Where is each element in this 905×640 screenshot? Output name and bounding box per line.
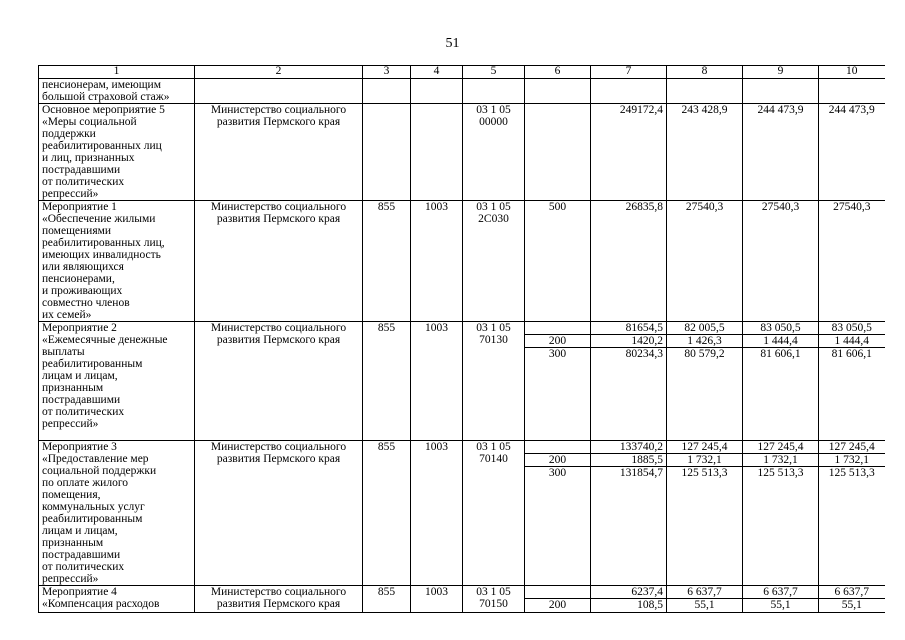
subsection-cell: 1003 [411, 201, 463, 322]
value-col8: 80 579,2 [667, 348, 743, 441]
row-name-cell: Основное мероприятие 5 «Меры социальной поддержки реабилитированных лиц и лиц, признанных пострадавшими от политических репрессий» [39, 104, 195, 201]
empty-cell [363, 79, 411, 104]
row-name-cell: Мероприятие 2 «Ежемесячные денежные выплаты реабилитированным лицам и лицам, признанным пострадавшими от политических репрессий» [39, 322, 195, 441]
budget-table [38, 65, 885, 613]
section-cell: 855 [363, 322, 411, 441]
value-col8: 1 732,1 [667, 454, 743, 467]
ministry-cell: Министерство социального развития Пермского края [195, 104, 363, 201]
value-col8: 1 426,3 [667, 335, 743, 348]
expense-type-cell: 200 [525, 599, 591, 613]
ministry-cell: Министерство социального развития Пермского края [195, 322, 363, 441]
value-col10: 81 606,1 [819, 348, 885, 441]
column-header: 1 [39, 66, 195, 79]
value-col10: 1 444,4 [819, 335, 885, 348]
value-col8: 55,1 [667, 599, 743, 613]
table-row [39, 586, 885, 599]
expense-type-cell: 300 [525, 467, 591, 586]
value-col9: 125 513,3 [743, 467, 819, 586]
column-header: 3 [363, 66, 411, 79]
empty-cell [463, 79, 525, 104]
column-header: 8 [667, 66, 743, 79]
row-name-cell: Мероприятие 4 «Компенсация расходов [39, 586, 195, 613]
value-col9: 27540,3 [743, 201, 819, 322]
target-code-cell: 03 1 05 70140 [463, 441, 525, 586]
column-header: 6 [525, 66, 591, 79]
value-col10: 83 050,5 [819, 322, 885, 335]
row-name-cell: Мероприятие 1 «Обеспечение жилыми помещениями реабилитированных лиц, имеющих инвалидность или являющихся пенсионерами, и проживающих совместно членов их семей» [39, 201, 195, 322]
column-header: 2 [195, 66, 363, 79]
row-name-cell: пенсионерам, имеющим большой страховой стаж» [39, 79, 195, 104]
value-col7: 81654,5 [591, 322, 667, 335]
value-col10: 55,1 [819, 599, 885, 613]
value-col9: 244 473,9 [743, 104, 819, 201]
value-col10: 244 473,9 [819, 104, 885, 201]
value-col7: 131854,7 [591, 467, 667, 586]
column-header: 5 [463, 66, 525, 79]
table-row [39, 104, 885, 201]
value-col9: 127 245,4 [743, 441, 819, 454]
column-header: 4 [411, 66, 463, 79]
value-col10: 125 513,3 [819, 467, 885, 586]
expense-type-cell [525, 322, 591, 335]
section-cell: 855 [363, 441, 411, 586]
value-col7: 249172,4 [591, 104, 667, 201]
section-cell: 855 [363, 201, 411, 322]
subsection-cell: 1003 [411, 441, 463, 586]
value-col8: 127 245,4 [667, 441, 743, 454]
ministry-cell: Министерство социального развития Пермского края [195, 586, 363, 613]
value-col10: 1 732,1 [819, 454, 885, 467]
value-col8: 27540,3 [667, 201, 743, 322]
ministry-cell: Министерство социального развития Пермского края [195, 441, 363, 586]
ministry-cell: Министерство социального развития Пермского края [195, 201, 363, 322]
target-code-cell: 03 1 05 2С030 [463, 201, 525, 322]
empty-cell [667, 79, 743, 104]
empty-cell [525, 79, 591, 104]
value-col7: 1420,2 [591, 335, 667, 348]
value-col10: 27540,3 [819, 201, 885, 322]
subsection-cell: 1003 [411, 586, 463, 613]
value-col8: 82 005,5 [667, 322, 743, 335]
expense-type-cell: 300 [525, 348, 591, 441]
row-name-cell: Мероприятие 3 «Предоставление мер социальной поддержки по оплате жилого помещения, коммунальных услуг реабилитированным лицам и лицам, признанным пострадавшими от политических репрессий» [39, 441, 195, 586]
target-code-cell: 03 1 05 00000 [463, 104, 525, 201]
value-col9: 1 444,4 [743, 335, 819, 348]
value-col7: 80234,3 [591, 348, 667, 441]
empty-cell [819, 79, 885, 104]
value-col10: 6 637,7 [819, 586, 885, 599]
expense-type-cell: 200 [525, 335, 591, 348]
subsection-cell: 1003 [411, 322, 463, 441]
value-col7: 26835,8 [591, 201, 667, 322]
table-row [39, 201, 885, 322]
empty-cell [743, 79, 819, 104]
value-col8: 6 637,7 [667, 586, 743, 599]
page-number: 51 [445, 36, 460, 51]
table-row [39, 322, 885, 335]
value-col7: 108,5 [591, 599, 667, 613]
empty-cell [195, 79, 363, 104]
value-col9: 6 637,7 [743, 586, 819, 599]
table-row [39, 441, 885, 454]
value-col9: 55,1 [743, 599, 819, 613]
value-col9: 81 606,1 [743, 348, 819, 441]
value-col7: 133740,2 [591, 441, 667, 454]
value-col7: 6237,4 [591, 586, 667, 599]
expense-type-cell [525, 104, 591, 201]
empty-cell [411, 79, 463, 104]
section-cell [363, 104, 411, 201]
expense-type-cell: 500 [525, 201, 591, 322]
value-col7: 1885,5 [591, 454, 667, 467]
target-code-cell: 03 1 05 70130 [463, 322, 525, 441]
value-col9: 83 050,5 [743, 322, 819, 335]
column-header: 9 [743, 66, 819, 79]
expense-type-cell [525, 586, 591, 599]
target-code-cell: 03 1 05 70150 [463, 586, 525, 613]
value-col9: 1 732,1 [743, 454, 819, 467]
value-col10: 127 245,4 [819, 441, 885, 454]
value-col8: 125 513,3 [667, 467, 743, 586]
subsection-cell [411, 104, 463, 201]
expense-type-cell: 200 [525, 454, 591, 467]
section-cell: 855 [363, 586, 411, 613]
empty-cell [591, 79, 667, 104]
value-col8: 243 428,9 [667, 104, 743, 201]
column-header: 7 [591, 66, 667, 79]
expense-type-cell [525, 441, 591, 454]
column-header: 10 [819, 66, 885, 79]
